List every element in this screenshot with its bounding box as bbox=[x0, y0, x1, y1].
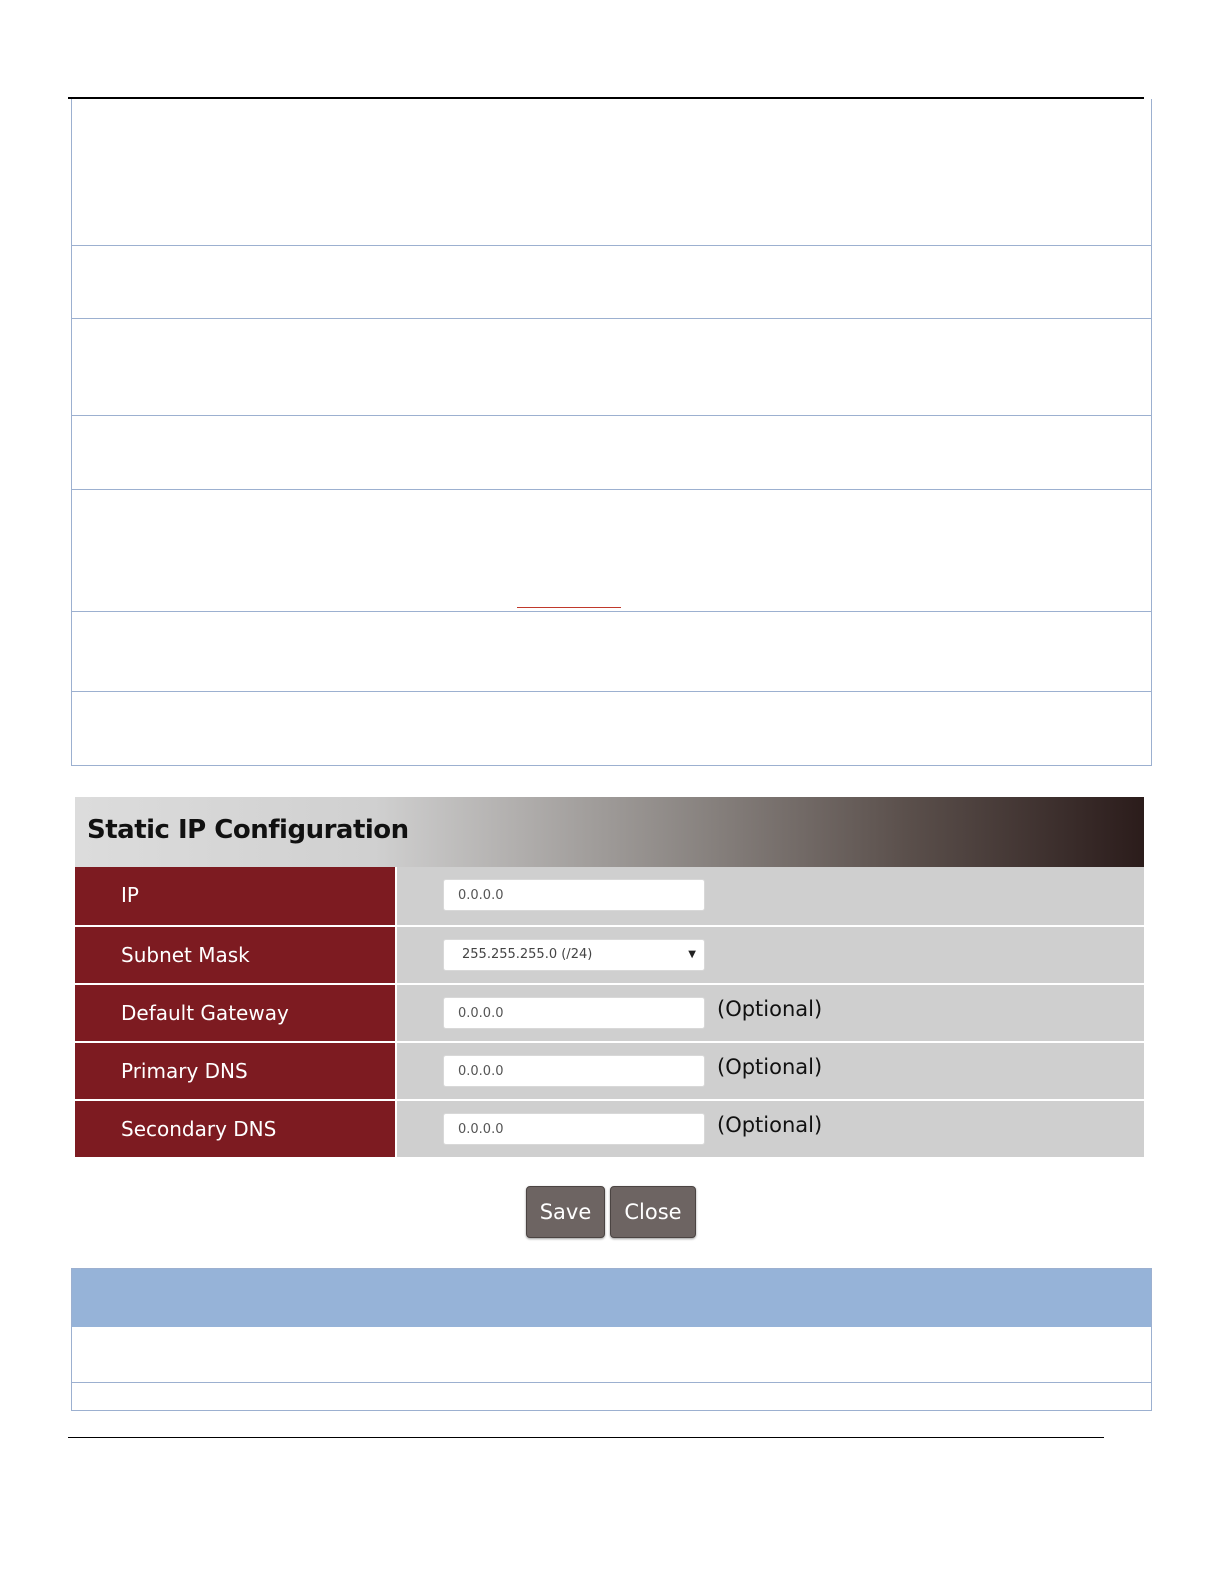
default-gateway-input[interactable] bbox=[443, 997, 705, 1029]
subnet-mask-label: Subnet Mask bbox=[75, 927, 395, 983]
info-table-row bbox=[72, 99, 1151, 246]
form-body bbox=[75, 867, 1144, 1157]
info-table bbox=[71, 99, 1152, 766]
primary-dns-label: Primary DNS bbox=[75, 1043, 395, 1099]
parameter-table bbox=[71, 1268, 1152, 1411]
parameter-table-row bbox=[72, 1327, 1151, 1383]
form-row-primary-dns bbox=[75, 1041, 1144, 1099]
panel-header bbox=[75, 797, 1144, 867]
page-footer-rule bbox=[68, 1437, 1104, 1438]
info-table-row bbox=[72, 490, 1151, 612]
primary-dns-input[interactable] bbox=[443, 1055, 705, 1087]
row-divider bbox=[395, 1043, 397, 1099]
info-table-row bbox=[72, 416, 1151, 490]
info-table-row bbox=[72, 692, 1151, 766]
row-divider bbox=[395, 867, 397, 925]
panel-title: Static IP Configuration bbox=[87, 815, 409, 845]
ip-input[interactable] bbox=[443, 879, 705, 911]
form-row-default-gateway bbox=[75, 983, 1144, 1041]
form-row-ip bbox=[75, 867, 1144, 925]
secondary-dns-label: Secondary DNS bbox=[75, 1101, 395, 1157]
row-divider bbox=[395, 927, 397, 983]
subnet-mask-selected-value: 255.255.255.0 (/24) bbox=[462, 947, 593, 962]
info-table-row bbox=[72, 246, 1151, 319]
info-table-row bbox=[72, 319, 1151, 416]
link-underline bbox=[517, 607, 621, 608]
form-row-subnet-mask bbox=[75, 925, 1144, 983]
parameter-table-header bbox=[72, 1269, 1151, 1327]
save-button[interactable]: Save bbox=[526, 1186, 605, 1238]
static-ip-configuration-panel bbox=[75, 797, 1144, 1157]
row-divider bbox=[395, 1101, 397, 1157]
info-table-row bbox=[72, 612, 1151, 692]
row-divider bbox=[395, 985, 397, 1041]
ip-label: IP bbox=[75, 867, 395, 925]
secondary-dns-optional-note: (Optional) bbox=[717, 1113, 823, 1137]
close-button[interactable]: Close bbox=[610, 1186, 696, 1238]
secondary-dns-input[interactable] bbox=[443, 1113, 705, 1145]
dropdown-caret-icon: ▼ bbox=[688, 949, 696, 960]
default-gateway-label: Default Gateway bbox=[75, 985, 395, 1041]
subnet-mask-select[interactable] bbox=[443, 939, 705, 971]
form-row-secondary-dns bbox=[75, 1099, 1144, 1157]
default-gateway-optional-note: (Optional) bbox=[717, 997, 823, 1021]
primary-dns-optional-note: (Optional) bbox=[717, 1055, 823, 1079]
